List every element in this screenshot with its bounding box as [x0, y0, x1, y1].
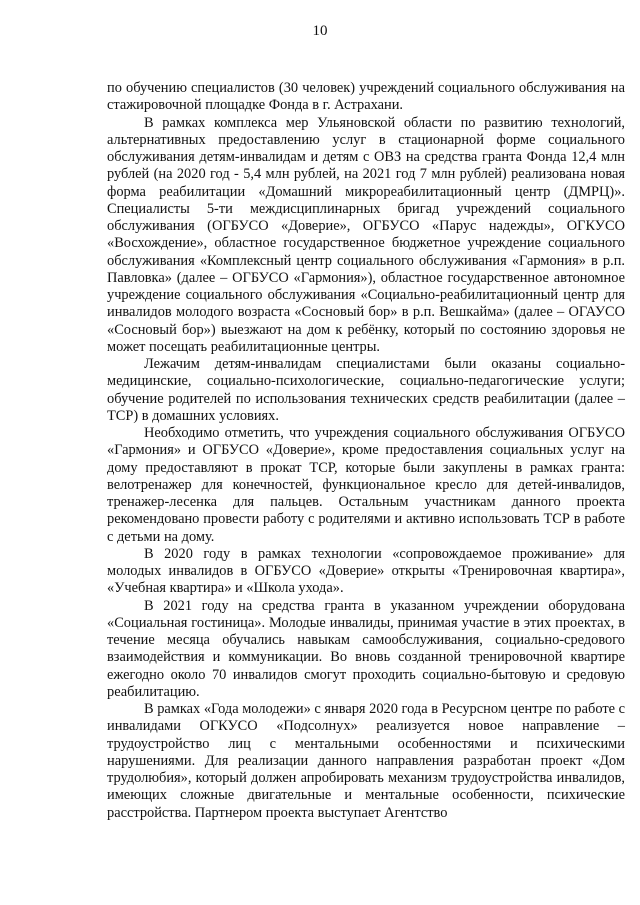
paragraph-2020-supported-living: В 2020 году в рамках технологии «сопровождаемое проживание» для молодых инвалидов в ОГБУСО «Доверие» открыты «Тренировочная квартира», «Учебная квартира» и «Школа ухода».	[107, 545, 625, 597]
paragraph-year-of-youth: В рамках «Года молодежи» с января 2020 года в Ресурсном центре по работе с инвалидами ОГКУСО «Подсолнух» реализуется новое направление – трудоустройство лиц с ментальными особенностями и психическими нарушениями. Для реализации данного направления разработан проект «Дом трудолюбия», который должен апробировать механизм трудоустройства инвалидов, имеющих сложные двигательные и ментальные особенности, психические расстройства. Партнером проекта выступает Агентство	[107, 701, 625, 821]
paragraph-tsr-rental: Необходимо отметить, что учреждения социального обслуживания ОГБУСО «Гармония» и ОГБУСО «Доверие», кроме предоставления социальных услуг на дому предоставляют в прокат ТСР, которые были закуплены в рамках гранта: велотренажер для конечностей, функциональное кресло для детей-инвалидов, тренажер-лесенка для пальцев. Остальным участникам данного проекта рекомендовано провести работу с родителями и активно использовать ТСР в работе с детьми на дому.	[107, 425, 625, 545]
paragraph-2021-social-hotel: В 2021 году на средства гранта в указанном учреждении оборудована «Социальная гостиница». Молодые инвалиды, принимая участие в этих проектах, в течение месяца обучались навыкам самообслуживания, социально-средового взаимодействия и коммуникации. Во вновь созданной тренировочной квартире ежегодно около 70 инвалидов смогут проходить социально-бытовую и средовую реабилитацию.	[107, 597, 625, 700]
paragraph-bedridden-children: Лежачим детям-инвалидам специалистами были оказаны социально-медицинские, социально-психологические, социально-педагогические услуги; обучение родителей по использования технических средств реабилитации (далее – ТСР) в домашних условиях.	[107, 356, 625, 424]
paragraph-dmrc: В рамках комплекса мер Ульяновской области по развитию технологий, альтернативных предоставлению услуг в стационарной форме социального обслуживания детям-инвалидам и детям с ОВЗ на средства гранта Фонда 12,4 млн рублей (на 2020 год - 5,4 млн рублей, на 2021 год 7 млн рублей) реализована новая форма реабилитации «Домашний микрореабилитационный центр (ДМРЦ)». Специалисты 5-ти междисциплинарных бригад учреждений социального обслуживания (ОГБУСО «Доверие», ОГБУСО «Парус надежды», ОГКУСО «Восхождение», областное государственное бюджетное учреждение социального обслуживания «Комплексный центр социального обслуживания «Гармония» в р.п. Павловка» (далее – ОГБУСО «Гармония»), областное государственное автономное учреждение социального обслуживания «Социально-реабилитационный центр для инвалидов молодого возраста «Сосновый бор» в р.п. Вешкайма» (далее – ОГАУСО «Сосновый бор») выезжают на дом к ребёнку, который по состоянию здоровья не может посещать реабилитационные центры.	[107, 114, 625, 355]
page-number: 10	[312, 23, 328, 39]
paragraph-continuation: по обучению специалистов (30 человек) учреждений социального обслуживания на стажировочной площадке Фонда в г. Астрахани.	[107, 80, 625, 114]
document-body	[107, 80, 625, 822]
